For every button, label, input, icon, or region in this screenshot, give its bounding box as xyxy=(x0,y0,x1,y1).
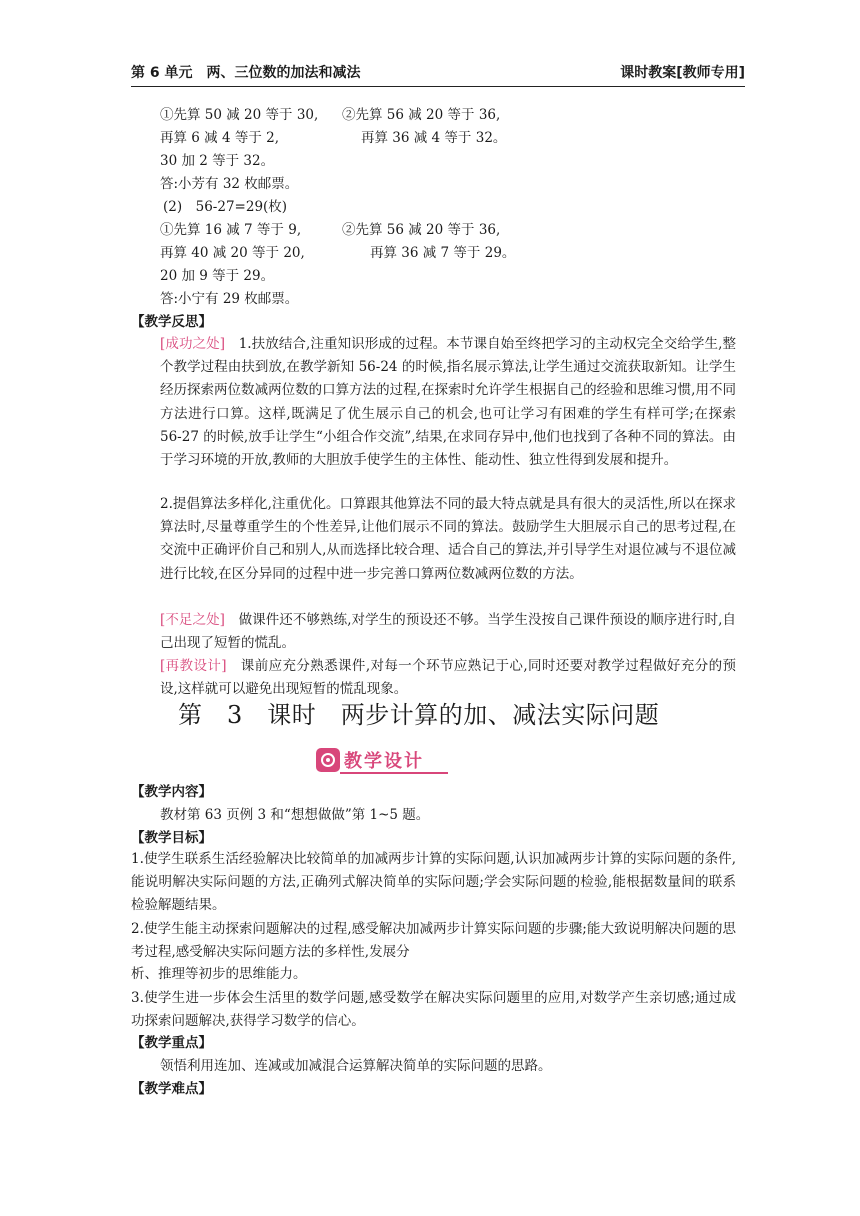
solution-answer: 答:小宁有 29 枚邮票。 xyxy=(160,291,299,307)
goal-3: 3.使学生进一步体会生活里的数学问题,感受数学在解决实际问题里的应用,对数学产生亲切感;通过成功探索问题解决,获得学习数学的信心。 xyxy=(131,990,736,1030)
swirl-logo-icon xyxy=(316,748,340,772)
page-header xyxy=(131,62,745,84)
banner-underline xyxy=(340,772,448,774)
section-heading-difficulty: 【教学难点】 xyxy=(131,1081,212,1097)
section-heading-content: 【教学内容】 xyxy=(131,784,212,800)
lesson-title: 第 3 课时 两步计算的加、减法实际问题 xyxy=(178,701,660,729)
success-text: 1.扶放结合,注重知识形成的过程。本节课自始至终把学习的主动权完全交给学生,整个教学过程由扶到放,在教学新知 56-24 的时候,指名展示算法,让学生通过交流获取新知。让学生经历探索两位数减两位数的口算方法的过程,在探索时允许学生根据自己的经验和思维习惯,用不同方法进行口算。这样,既满足了优生展示自己的机会,也可让学习有困难的学生有样可学;在探索 56-27 的时候,放手让学生“小组合作交流”,结果,在求同存异中,他们也找到了各种不同的算法。由于学习环境的开放,教师的大胆放手使学生的主体性、能动性、独立性得到发展和提升。 xyxy=(160,336,736,469)
goal-2-part-a: 2.使学生能主动探索问题解决的过程,感受解决加减两步计算实际问题的步骤;能大致说明解决问题的思考过程,感受解决实际问题方法的多样性,发展分 xyxy=(131,921,736,961)
solution-answer: 答:小芳有 32 枚邮票。 xyxy=(160,176,299,192)
header-unit-title: 第 6 单元 两、三位数的加法和减法 xyxy=(131,65,361,81)
content-text: 教材第 63 页例 3 和“想想做做”第 1~5 题。 xyxy=(160,807,430,823)
solution-line: ②先算 56 减 20 等于 36, xyxy=(342,107,501,123)
goal-1: 1.使学生联系生活经验解决比较简单的加减两步计算的实际问题,认识加减两步计算的实际问题的条件,能说明解决实际问题的方法,正确列式解决简单的实际问题;学会实际问题的检验,能根据数量间的联系检验解题结果。 xyxy=(131,851,736,914)
solution-line: ①先算 50 减 20 等于 30, xyxy=(160,107,319,123)
reflection-point2-paragraph xyxy=(131,493,736,586)
redesign-text: 课前应充分熟悉课件,对每一个环节应熟记于心,同时还要对教学过程做好充分的预设,这样就可以避免出现短暂的慌乱现象。 xyxy=(160,658,736,698)
section-heading-reflection: 【教学反思】 xyxy=(131,314,212,330)
solution-line: (2) 56-27=29(枚) xyxy=(163,199,288,215)
header-rule xyxy=(131,86,745,87)
solution-line: 再算 36 减 7 等于 29。 xyxy=(370,245,516,261)
redesign-tag: [再教设计] xyxy=(160,658,227,674)
reflection-success-paragraph xyxy=(131,333,736,472)
banner-label: 教学设计 xyxy=(344,751,424,772)
solution-line: 再算 6 减 4 等于 2, xyxy=(160,130,280,146)
shortfall-tag: [不足之处] xyxy=(160,612,225,628)
solution-line: 20 加 9 等于 29。 xyxy=(160,268,275,284)
solution-line: 再算 36 减 4 等于 32。 xyxy=(361,130,507,146)
solution-line: 30 加 2 等于 32。 xyxy=(160,153,275,169)
goal-2-part-b: 析、推理等初步的思维能力。 xyxy=(131,966,307,982)
section-heading-key-point: 【教学重点】 xyxy=(131,1035,212,1051)
teaching-design-banner xyxy=(316,747,448,775)
reflection-shortfall-paragraph xyxy=(131,609,736,655)
reflection-redesign-paragraph xyxy=(131,655,736,701)
solution-line: ②先算 56 减 20 等于 36, xyxy=(342,222,501,238)
shortfall-text: 做课件还不够熟练,对学生的预设还不够。当学生没按自己课件预设的顺序进行时,自己出现了短暂的慌乱。 xyxy=(160,612,736,652)
success-tag: [成功之处] xyxy=(160,336,225,352)
section-heading-goals: 【教学目标】 xyxy=(131,830,212,846)
solution-line: 再算 40 减 20 等于 20, xyxy=(160,245,305,261)
point2-text: 2.提倡算法多样化,注重优化。口算跟其他算法不同的最大特点就是具有很大的灵活性,所以在探求算法时,尽量尊重学生的个性差异,让他们展示不同的算法。鼓励学生大胆展示自己的思考过程,在交流中正确评价自己和别人,从而选择比较合理、适合自己的算法,并引导学生对退位减与不退位减进行比较,在区分异同的过程中进一步完善口算两位数减两位数的方法。 xyxy=(160,496,736,582)
key-point-text: 领悟利用连加、连减或加减混合运算解决简单的实际问题的思路。 xyxy=(160,1058,552,1074)
solution-line: ①先算 16 减 7 等于 9, xyxy=(160,222,302,238)
header-doc-type: 课时教案[教师专用] xyxy=(620,65,745,81)
